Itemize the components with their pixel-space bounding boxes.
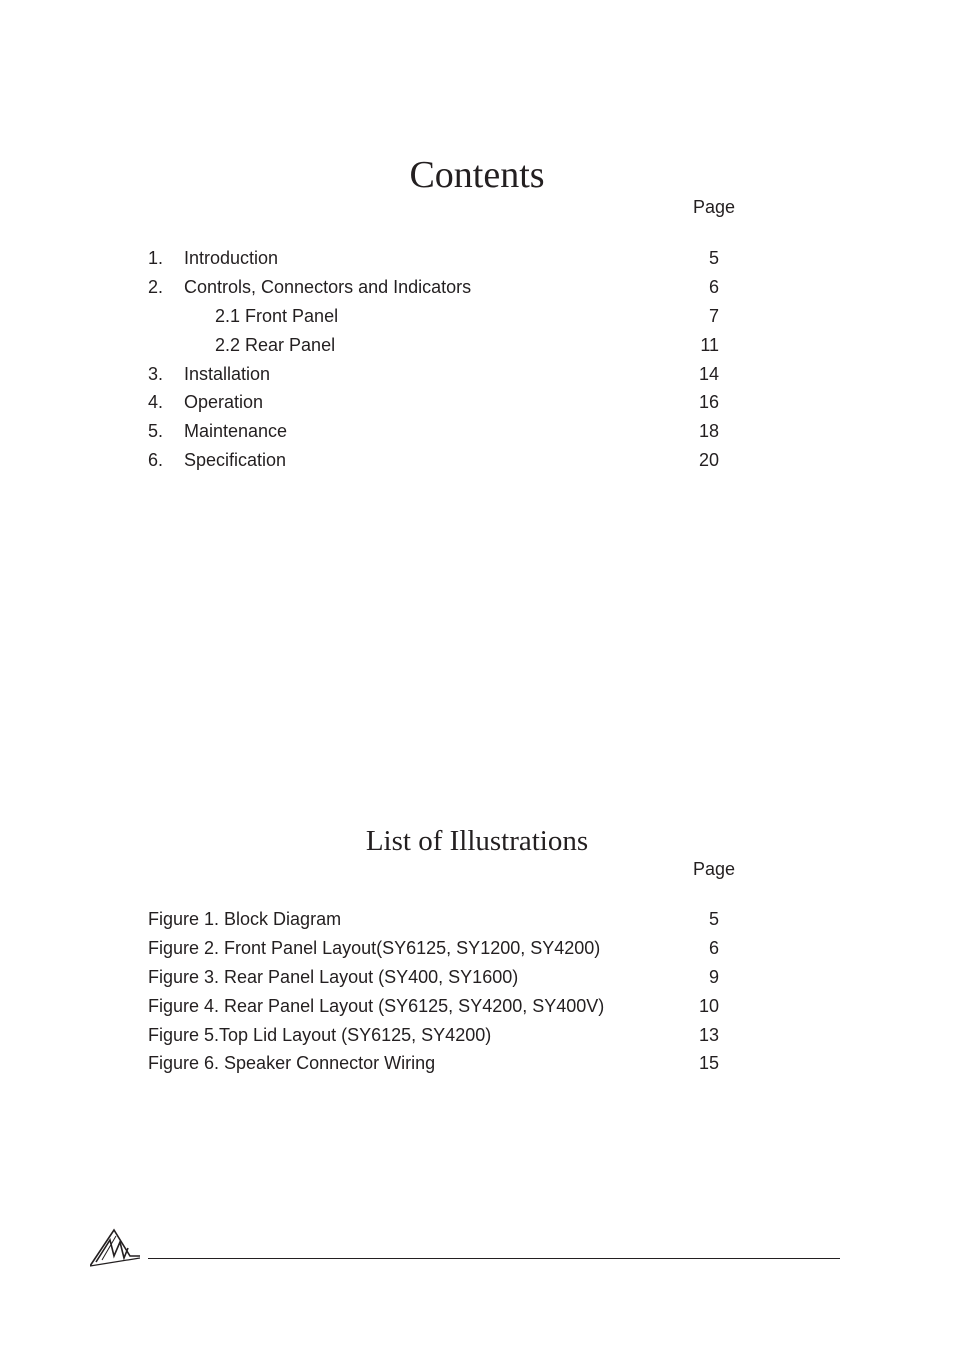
toc-entry-label: Specification [184, 450, 287, 471]
toc-entry-label: 2.1 Front Panel [215, 305, 339, 326]
figure-entry-label: Figure 1. Block Diagram [148, 909, 342, 929]
figure-entry-page: 5 [708, 909, 719, 929]
toc-entry-page: 6 [708, 276, 719, 297]
figure-entry-label: Figure 5.Top Lid Layout (SY6125, SY4200) [148, 1024, 492, 1045]
toc-entry-page: 11 [700, 334, 719, 355]
toc-entry-page: 20 [698, 450, 719, 471]
toc-entry-page: 5 [708, 248, 719, 268]
figure-entry-page: 15 [698, 1053, 719, 1074]
toc-entry [0, 360, 954, 389]
contents-list [0, 244, 954, 475]
toc-entry [0, 244, 954, 273]
illustrations-title: List of Illustrations [365, 825, 589, 857]
toc-subentry [0, 331, 954, 360]
toc-subentry [0, 302, 954, 331]
figure-entry [0, 963, 954, 992]
toc-entry-label: Controls, Connectors and Indicators [184, 276, 472, 297]
illustrations-page-column-header: Page [693, 859, 736, 879]
toc-entry-page: 18 [698, 421, 719, 442]
toc-entry-number: 4. [148, 392, 164, 413]
brand-logo-icon [90, 1226, 140, 1268]
toc-entry-label: Installation [184, 363, 271, 384]
toc-entry [0, 446, 954, 475]
contents-title: Contents [409, 154, 545, 196]
figure-entry [0, 1049, 954, 1078]
figure-entry [0, 992, 954, 1021]
toc-entry-page: 7 [708, 305, 719, 326]
figure-entry [0, 934, 954, 963]
figure-entry-page: 10 [698, 995, 719, 1016]
footer-rule [148, 1258, 840, 1259]
toc-entry-number: 1. [148, 248, 164, 268]
figure-entry-label: Figure 4. Rear Panel Layout (SY6125, SY4200, SY400V) [148, 995, 605, 1016]
toc-entry-label: Maintenance [184, 421, 288, 442]
toc-entry-number: 6. [148, 450, 164, 471]
toc-entry-label: Introduction [184, 248, 279, 268]
figure-entry-label: Figure 2. Front Panel Layout(SY6125, SY1200, SY4200) [148, 937, 601, 958]
toc-entry-number: 2. [148, 276, 164, 297]
figure-entry [0, 905, 954, 934]
toc-entry [0, 417, 954, 446]
toc-entry-number: 3. [148, 363, 164, 384]
toc-entry-number: 5. [148, 421, 164, 442]
figure-entry-page: 6 [708, 937, 719, 958]
toc-entry [0, 388, 954, 417]
contents-page-column-header: Page [693, 197, 736, 217]
toc-entry-page: 16 [698, 392, 719, 413]
figure-entry-page: 9 [708, 966, 719, 987]
toc-entry-label: 2.2 Rear Panel [215, 334, 336, 355]
figure-entry-label: Figure 6. Speaker Connector Wiring [148, 1053, 436, 1074]
figure-entry [0, 1021, 954, 1050]
figure-entry-page: 13 [698, 1024, 719, 1045]
figure-entry-label: Figure 3. Rear Panel Layout (SY400, SY1600) [148, 966, 519, 987]
toc-entry [0, 273, 954, 302]
toc-entry-label: Operation [184, 392, 264, 413]
toc-entry-page: 14 [698, 363, 719, 384]
illustrations-list [0, 905, 954, 1078]
